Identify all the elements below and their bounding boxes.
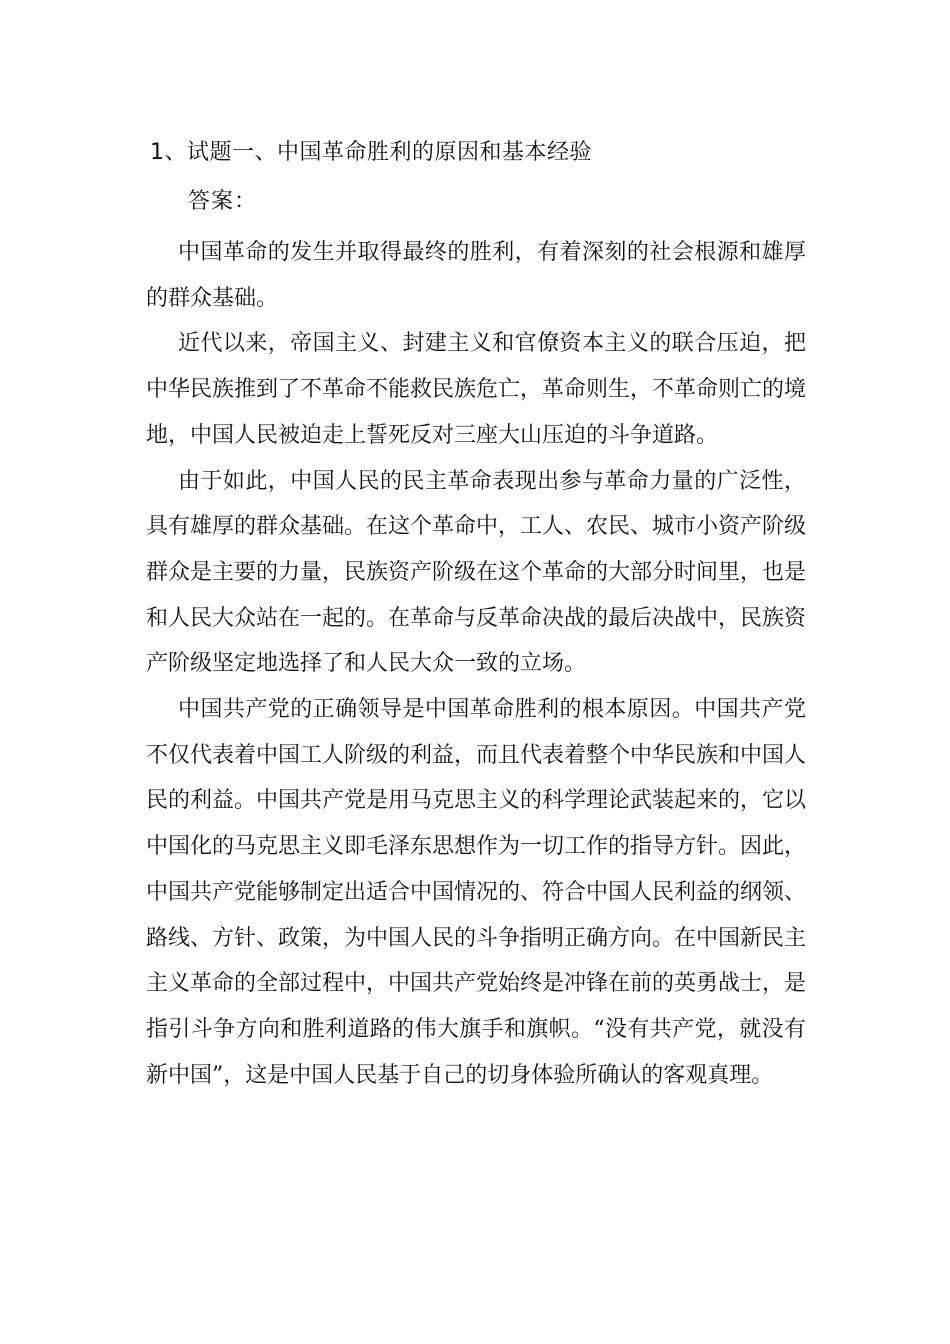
paragraph-1: 中国革命的发生并取得最终的胜利，有着深刻的社会根源和雄厚的群众基础。 bbox=[146, 240, 806, 311]
paragraph-3: 由于如此，中国人民的民主革命表现出参与革命力量的广泛性，具有雄厚的群众基础。在这个革命中，工人、农民、城市小资产阶级群众是主要的力量，民族资产阶级在这个革命的大部分时间里，也是和人民大众站在一起的。在革命与反革命决战的最后决战中，民族资产阶级坚定地选择了和人民大众一致的立场。 bbox=[146, 468, 807, 677]
paragraph-4: 中国共产党的正确领导是中国革命胜利的根本原因。中国共产党不仅代表着中国工人阶级的利益，而且代表着整个中华民族和中国人民的利益。中国共产党是用马克思主义的科学理论武装起来的，它以中国化的马克思主义即毛泽东思想作为一切工作的指导方针。因此，中国共产党能够制定出适合中国情况的、符合中国人民利益的纲领、路线、方针、政策，为中国人民的斗争指明正确方向。在中国新民主主义革命的全部过程中，中国共产党始终是冲锋在前的英勇战士，是指引斗争方向和胜利道路的伟大旗手和旗帜。“没有共产党，就没有新中国”，这是中国人民基于自己的切身体验所确认的客观真理。 bbox=[146, 697, 807, 1088]
answer-label: 答案： bbox=[188, 189, 258, 214]
answer-body bbox=[146, 230, 806, 1098]
paragraph-2: 近代以来，帝国主义、封建主义和官僚资本主义的联合压迫，把中华民族推到了不革命不能救民族危亡，革命则生，不革命则亡的境地，中国人民被迫走上誓死反对三座大山压迫的斗争道路。 bbox=[146, 331, 807, 448]
question-heading: 1、试题一、中国革命胜利的原因和基本经验 bbox=[150, 140, 592, 165]
